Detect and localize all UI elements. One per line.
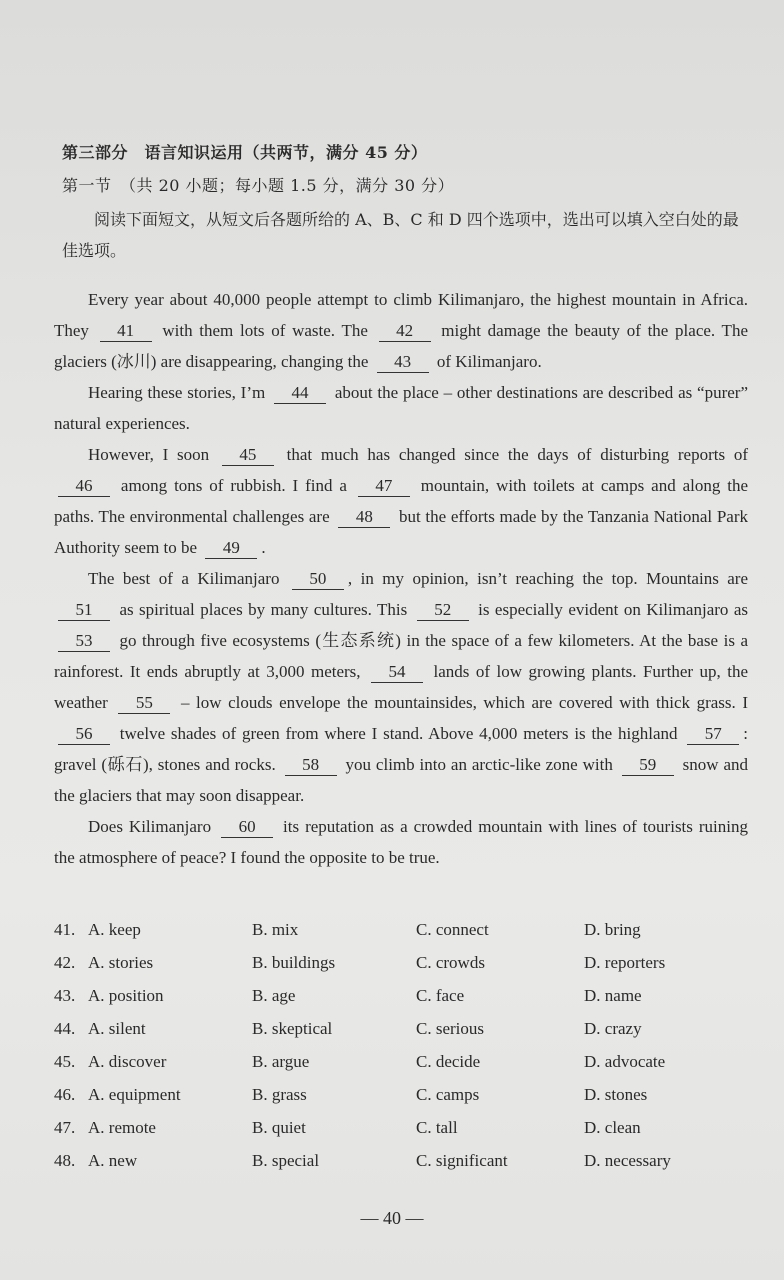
- paragraph-2: [54, 377, 748, 439]
- option-a: A. keep: [88, 919, 141, 939]
- part-title: 第三部分 语言知识运用（共两节，满分 45 分）: [62, 143, 428, 162]
- question-number: 41.: [54, 919, 76, 939]
- option-c: C. crowds: [416, 952, 485, 972]
- page-number: — 40 —: [360, 1208, 424, 1228]
- text: with them lots of waste. The: [162, 321, 368, 340]
- instructions: 阅读下面短文，从短文后各题所给的 A、B、C 和 D 四个选项中，选出可以填入空白处的最佳选项。: [62, 210, 739, 260]
- blank-49: 49: [205, 538, 257, 559]
- option-d: D. clean: [584, 1117, 641, 1137]
- question-number: 46.: [54, 1084, 76, 1104]
- option-b: B. buildings: [252, 952, 336, 972]
- question-number: 44.: [54, 1018, 76, 1038]
- blank-53: 53: [58, 631, 110, 652]
- question-number: 47.: [54, 1117, 76, 1137]
- text: Hearing these stories, I’m: [88, 383, 266, 402]
- answer-options: [54, 913, 748, 1177]
- option-c: C. face: [416, 985, 465, 1005]
- option-d: D. necessary: [584, 1150, 671, 1170]
- option-d: D. stones: [584, 1084, 648, 1104]
- text: snow and the glaciers that may soon disappear.: [54, 755, 749, 805]
- text: Every year about 40,000 people attempt to climb Kilimanjaro, the highest mountain in Africa. They: [54, 290, 748, 340]
- option-a: A. stories: [88, 952, 154, 972]
- paragraph-4: [54, 563, 748, 811]
- blank-57: 57: [687, 724, 739, 745]
- question-number: 45.: [54, 1051, 76, 1071]
- text: its reputation as a crowded mountain with lines of tourists ruining the atmosphere of peace? I found the opposite to be true.: [54, 817, 748, 867]
- text: is especially evident on Kilimanjaro as: [478, 600, 749, 619]
- question-number: 42.: [54, 952, 76, 972]
- text: might damage the beauty of the place. The glaciers (冰川) are disappearing, changing the: [54, 321, 748, 371]
- option-row-46: [54, 1078, 748, 1111]
- option-b: B. argue: [252, 1051, 310, 1071]
- text: as spiritual places by many cultures. This: [119, 600, 408, 619]
- blank-56: 56: [58, 724, 110, 745]
- blank-45: 45: [222, 445, 274, 466]
- blank-42: 42: [379, 321, 431, 342]
- blank-52: 52: [417, 600, 469, 621]
- option-a: A. silent: [88, 1018, 146, 1038]
- text: about the place – other destinations are described as “purer” natural experiences.: [54, 383, 748, 433]
- question-number: 43.: [54, 985, 76, 1005]
- blank-48: 48: [338, 507, 390, 528]
- blank-46: 46: [58, 476, 110, 497]
- blank-44: 44: [274, 383, 326, 404]
- cloze-passage: [54, 284, 748, 873]
- text: twelve shades of green from where I stand. Above 4,000 meters is the highland: [119, 724, 678, 743]
- option-b: B. age: [252, 985, 296, 1005]
- blank-60: 60: [221, 817, 273, 838]
- option-d: D. advocate: [584, 1051, 666, 1071]
- blank-47: 47: [358, 476, 410, 497]
- option-d: D. name: [584, 985, 642, 1005]
- option-c: C. tall: [416, 1117, 458, 1137]
- blank-54: 54: [371, 662, 423, 683]
- text: .: [261, 538, 266, 557]
- text: of Kilimanjaro.: [436, 352, 542, 371]
- text: lands of low growing plants. Further up, the weather: [54, 662, 748, 712]
- question-number: 48.: [54, 1150, 76, 1170]
- option-a: A. position: [88, 985, 164, 1005]
- option-row-43: [54, 979, 748, 1012]
- text: mountain, with toilets at camps and along the paths. The environmental challenges are: [54, 476, 749, 526]
- text: However, I soon: [88, 445, 210, 464]
- option-row-41: [54, 913, 748, 946]
- blank-41: 41: [100, 321, 152, 342]
- text: The best of a Kilimanjaro: [88, 569, 280, 588]
- blank-50: 50: [292, 569, 344, 590]
- option-d: D. reporters: [584, 952, 666, 972]
- text: among tons of rubbish. I find a: [120, 476, 347, 495]
- text: Does Kilimanjaro: [88, 817, 212, 836]
- text: go through five ecosystems (生态系统) in the space of a few kilometers. At the base is a rainforest. It ends abruptly at 3,000 meters,: [54, 631, 748, 681]
- option-c: C. decide: [416, 1051, 481, 1071]
- option-a: A. equipment: [88, 1084, 181, 1104]
- option-c: C. connect: [416, 919, 489, 939]
- paragraph-1: [54, 284, 748, 377]
- blank-59: 59: [622, 755, 674, 776]
- option-c: C. serious: [416, 1018, 484, 1038]
- option-a: A. remote: [88, 1117, 156, 1137]
- section-title: 第一节 （共 20 小题；每小题 1.5 分，满分 30 分）: [62, 176, 455, 195]
- option-c: C. significant: [416, 1150, 508, 1170]
- option-b: B. special: [252, 1150, 320, 1170]
- option-c: C. camps: [416, 1084, 480, 1104]
- option-a: A. discover: [88, 1051, 167, 1071]
- option-d: D. bring: [584, 919, 641, 939]
- text: , in my opinion, isn’t reaching the top. Mountains are: [347, 569, 749, 588]
- blank-58: 58: [285, 755, 337, 776]
- paragraph-3: [54, 439, 748, 563]
- text: : gravel (砾石), stones and rocks.: [54, 724, 749, 774]
- option-b: B. grass: [252, 1084, 307, 1104]
- blank-51: 51: [58, 600, 110, 621]
- option-row-45: [54, 1045, 748, 1078]
- option-b: B. quiet: [252, 1117, 306, 1137]
- option-a: A. new: [88, 1150, 138, 1170]
- option-row-48: [54, 1144, 748, 1177]
- text: that much has changed since the days of disturbing reports of: [286, 445, 749, 464]
- option-d: D. crazy: [584, 1018, 642, 1038]
- blank-43: 43: [377, 352, 429, 373]
- option-row-47: [54, 1111, 748, 1144]
- option-row-44: [54, 1012, 748, 1045]
- text: – low clouds envelope the mountainsides, which are covered with thick grass. I: [180, 693, 749, 712]
- option-b: B. skeptical: [252, 1018, 333, 1038]
- text: you climb into an arctic-like zone with: [345, 755, 613, 774]
- option-b: B. mix: [252, 919, 299, 939]
- text: but the efforts made by the Tanzania National Park Authority seem to be: [54, 507, 748, 557]
- blank-55: 55: [118, 693, 170, 714]
- paragraph-5: [54, 811, 748, 873]
- option-row-42: [54, 946, 748, 979]
- page-content: [54, 140, 748, 1177]
